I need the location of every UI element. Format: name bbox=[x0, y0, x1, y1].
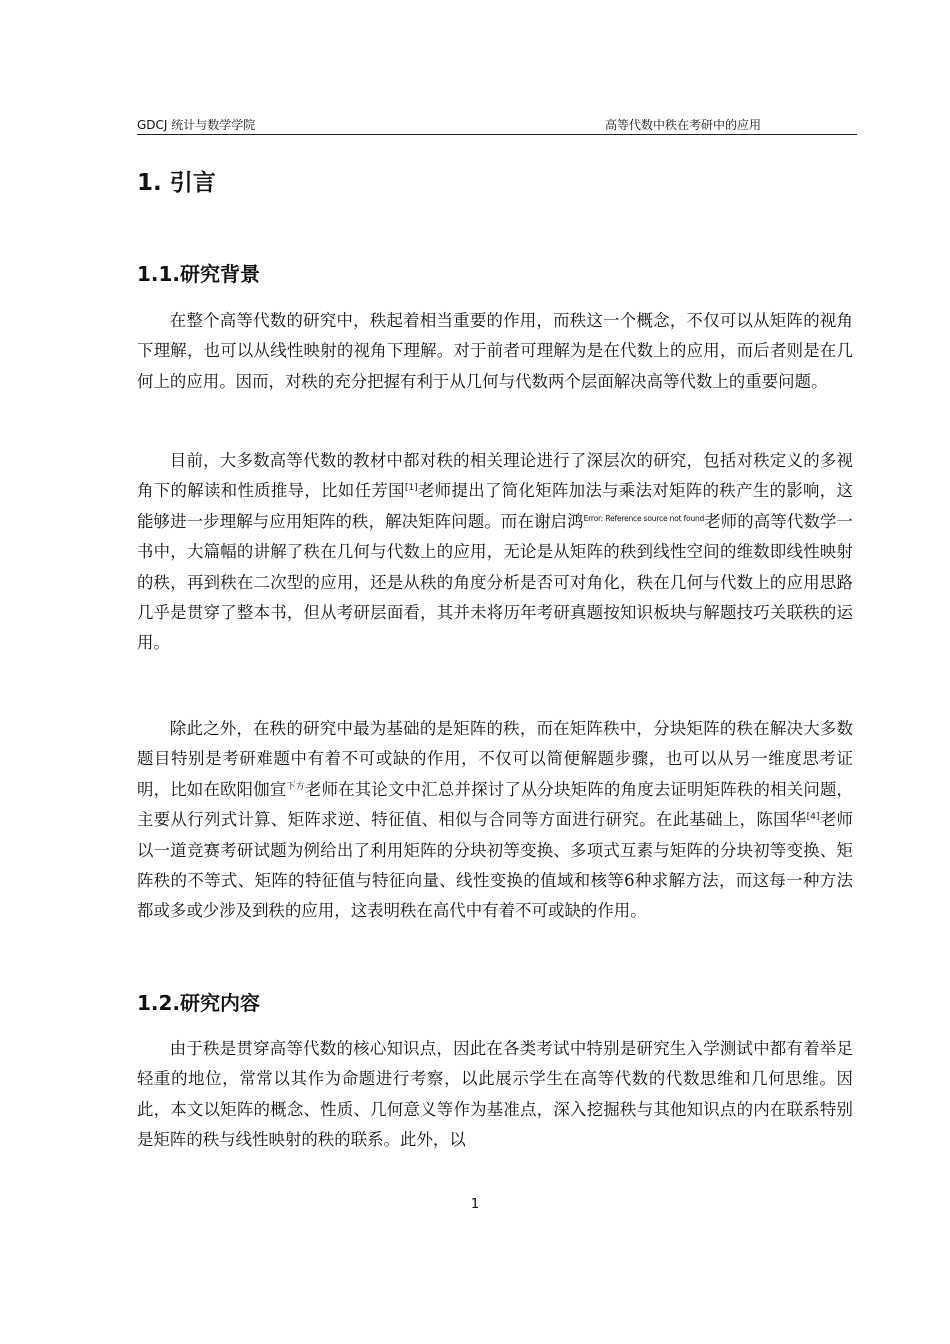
citation-ref-1[interactable]: [1] bbox=[404, 483, 418, 494]
citation-ref-below[interactable]: 下方 bbox=[286, 781, 305, 792]
header-institution: GDCJ 统计与数学学院 bbox=[137, 118, 256, 132]
para2-text-b: 老师提出了简化矩阵加法与乘法对矩阵的秩产生的影响，这能够进一步理解与应用矩阵的秩，解决矩阵问题。而在谢启鸿 bbox=[137, 481, 853, 531]
paragraph-content-1: 由于秩是贯穿高等代数的核心知识点，因此在各类考试中特别是研究生入学测试中都有着举足轻重的地位，常常以其作为命题进行考察，以此展示学生在高等代数的代数思维和几何思维。因此，本文以矩阵的概念、性质、几何意义等作为基准点，深入挖掘秩与其他知识点的内在联系特别是矩阵的秩与线性映射的秩的联系。此外，以 bbox=[137, 1039, 853, 1150]
citation-ref-4[interactable]: [4] bbox=[806, 812, 820, 823]
paragraph-background-1: 在整个高等代数的研究中，秩起着相当重要的作用，而秩这一个概念，不仅可以从矩阵的视角下理解，也可以从线性映射的视角下理解。对于前者可理解为是在代数上的应用，而后者则是在几何上的应用。因而，对秩的充分把握有利于从几何与代数两个层面解决高等代数上的重要问题。 bbox=[137, 311, 853, 391]
para3-text-c: 老师以一道竞赛考研试题为例给出了利用矩阵的分块初等变换、多项式互素与矩阵的分块初等变换、矩阵秩的不等式、矩阵的特征值与特征向量、线性变换的值域和核等6种求解方法，而这每一种方法都或多或少涉及到秩的应用，这表明秩在高代中有着不可或缺的作用。 bbox=[137, 810, 853, 921]
paragraph-background-2 bbox=[137, 446, 853, 659]
header-paper-title: 高等代数中秩在考研中的应用 bbox=[605, 118, 762, 132]
page-header bbox=[137, 118, 857, 135]
paragraph-background-3 bbox=[137, 714, 853, 927]
para3-text-a: 除此之外，在秩的研究中最为基础的是矩阵的秩，而在矩阵秩中，分块矩阵的秩在解决大多数题目特别是考研难题中有着不可或缺的作用，不仅可以简便解题步骤，也可以从另一维度思考证明，比如在欧阳伽宣 bbox=[137, 719, 853, 799]
section-heading-background: 1.1.研究背景 bbox=[137, 262, 261, 286]
para2-text-c: 老师的高等代数学一书中，大篇幅的讲解了秩在几何与代数上的应用，无论是从矩阵的秩到线性空间的维数即线性映射的秩，再到秩在二次型的应用，还是从秩的角度分析是否可对角化，秩在几何与代数上的应用思路几乎是贯穿了整本书，但从考研层面看，其并未将历年考研真题按知识板块与解题技巧关联秩的运用。 bbox=[137, 511, 854, 653]
section-heading-content: 1.2.研究内容 bbox=[137, 991, 261, 1015]
para3-text-b: 老师在其论文中汇总并探讨了从分块矩阵的角度去证明矩阵秩的相关问题，主要从行列式计算、矩阵求逆、特征值、相似与合同等方面进行研究。在此基础上，陈国华 bbox=[137, 779, 853, 830]
chapter-heading: 1. 引言 bbox=[137, 170, 216, 196]
citation-ref-error[interactable]: Error: Reference source not found bbox=[583, 513, 705, 523]
para2-text-a: 目前，大多数高等代数的教材中都对秩的相关理论进行了深层次的研究，包括对秩定义的多视角下的解读和性质推导，比如任芳国 bbox=[137, 451, 853, 501]
page-number: 1 bbox=[470, 1197, 480, 1212]
